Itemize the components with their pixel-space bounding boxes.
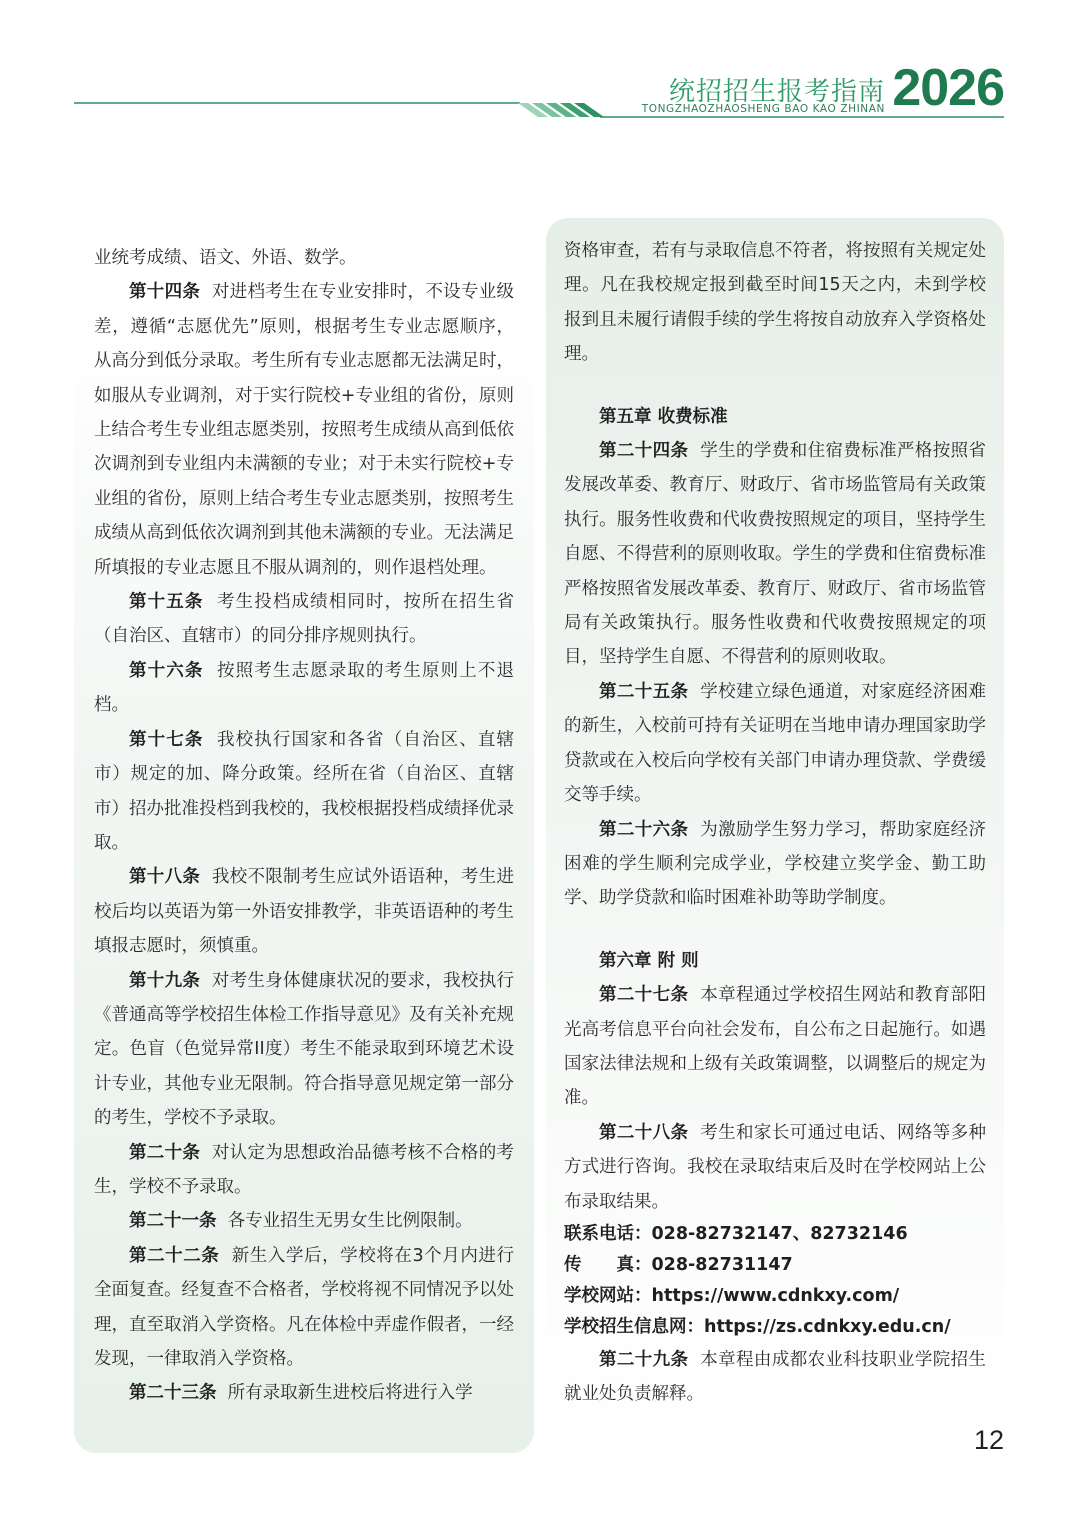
contact-value: 028-82732147、82732146 <box>651 1223 908 1244</box>
article-24 <box>564 434 986 675</box>
article-text: 学生的学费和住宿费标准严格按照省发展改革委、教育厅、财政厅、省市场监管局有关政策执行。服务性收费和代收费按照规定的项目，坚持学生自愿、不得营利的原则收取。学生的学费和住宿费标准严格按照省发展改革委、教育厅、财政厅、省市场监管局有关政策执行。服务性收费和代收费按照规定的项目，坚持学生自愿、不得营利的原则收取。 <box>564 441 986 668</box>
article-17 <box>94 723 514 861</box>
admissions-link[interactable]: https://zs.cdnkxy.edu.cn/ <box>704 1316 951 1337</box>
article-text: 对进档考生在专业安排时，不设专业级差，遵循“志愿优先”原则，根据考生专业志愿顺序，从高分到低分录取。考生所有专业志愿都无法满足时，如服从专业调剂，对于实行院校+专业组的省份，原则上结合考生专业组志愿类别，按照考生成绩从高到低依次调剂到专业组内未满额的专业；对于未实行院校+专业组的省份，原则上结合考生专业志愿类别，按照考生成绩从高到低依次调剂到其他未满额的专业。无法满足所填报的专业志愿且不服从调剂的，则作退档处理。 <box>94 282 514 578</box>
article-text: 按照考生志愿录取的考生原则上不退档。 <box>94 660 514 716</box>
article-28 <box>564 1116 986 1219</box>
article-label: 第十六条 <box>129 660 204 681</box>
paragraph-continuation: 业统考成绩、语文、外语、数学。 <box>94 248 357 268</box>
article-text: 我校不限制考生应试外语语种，考生进校后均以英语为第一外语安排教学，非英语语种的考生填报志愿时，须慎重。 <box>94 867 514 957</box>
article-text: 对考生身体健康状况的要求，我校执行《普通高等学校招生体检工作指导意见》及有关补充规定。色盲（色觉异常II度）考生不能录取到环境艺术设计专业，其他专业无限制。符合指导意见规定第一部分的考生，学校不予录取。 <box>94 970 514 1129</box>
article-label: 第二十三条 <box>129 1383 217 1404</box>
header-year: 2026 <box>892 59 1004 117</box>
article-text: 本章程通过学校招生网站和教育部阳光高考信息平台向社会发布，自公布之日起施行。如遇国家法律法规和上级有关政策调整，以调整后的规定为准。 <box>564 985 986 1109</box>
article-label: 第十八条 <box>129 867 201 888</box>
article-18 <box>94 860 514 963</box>
article-14 <box>94 275 514 585</box>
chapter-title: 第六章 附 则 <box>599 950 699 971</box>
article-label: 第二十七条 <box>599 985 689 1006</box>
article-text: 考生投档成绩相同时，按所在招生省（自治区、直辖市）的同分排序规则执行。 <box>94 592 514 647</box>
article-label: 第十五条 <box>129 592 204 613</box>
chapter-title: 第五章 收费标准 <box>599 406 728 427</box>
article-15 <box>94 585 514 654</box>
article-label: 第二十八条 <box>599 1122 689 1143</box>
page-header <box>0 0 1080 130</box>
article-label: 第十七条 <box>129 729 204 750</box>
article-text: 新生入学后，学校将在3个月内进行全面复查。经复查不合格者，学校将视不同情况予以处理，直至取消入学资格。凡在体检中弄虚作假者，一经发现，一律取消入学资格。 <box>94 1245 514 1369</box>
article-22 <box>94 1239 514 1377</box>
contact-label: 传 真： <box>564 1254 652 1275</box>
paragraph-continuation: 资格审查，若有与录取信息不符者，将按照有关规定处理。凡在我校规定报到截至时间15天之内，未到学校报到且未履行请假手续的学生将按自动放弃入学资格处理。 <box>564 241 986 365</box>
article-label: 第二十条 <box>129 1142 201 1163</box>
article-label: 第二十六条 <box>599 819 689 840</box>
right-column <box>546 218 1004 1430</box>
article-label: 第二十五条 <box>599 681 689 702</box>
left-column <box>74 225 534 1453</box>
article-label: 第二十四条 <box>599 441 689 462</box>
article-29 <box>564 1343 986 1412</box>
article-27 <box>564 978 986 1116</box>
header-pinyin: TONGZHAOZHAOSHENG BAO KAO ZHINAN <box>641 103 885 115</box>
article-20 <box>94 1136 514 1205</box>
article-text: 学校建立绿色通道，对家庭经济困难的新生，入校前可持有关证明在当地申请办理国家助学贷款或在入校后向学校有关部门申请办理贷款、学费缓交等手续。 <box>564 681 986 806</box>
article-text: 为激励学生努力学习，帮助家庭经济困难的学生顺利完成学业，学校建立奖学金、勤工助学、助学贷款和临时困难补助等助学制度。 <box>564 819 986 909</box>
article-19 <box>94 964 514 1136</box>
article-label: 第十四条 <box>129 282 201 303</box>
contact-phone <box>564 1219 986 1250</box>
article-text: 本章程由成都农业科技职业学院招生就业处负责解释。 <box>564 1349 986 1405</box>
article-25 <box>564 675 986 813</box>
contact-label: 学校招生信息网： <box>564 1316 704 1337</box>
article-21 <box>94 1204 514 1238</box>
article-text: 考生和家长可通过电话、网络等多种方式进行咨询。我校在录取结束后及时在学校网站上公布录取结果。 <box>564 1122 986 1212</box>
contact-value: 028-82731147 <box>651 1254 793 1275</box>
contact-fax <box>564 1250 986 1281</box>
article-label: 第二十一条 <box>129 1211 217 1232</box>
article-23 <box>94 1376 514 1410</box>
article-text: 各专业招生无男女生比例限制。 <box>227 1211 473 1232</box>
contact-label: 联系电话： <box>564 1223 652 1244</box>
article-label: 第二十二条 <box>129 1245 220 1266</box>
contact-label: 学校网站： <box>564 1285 652 1306</box>
article-text: 所有录取新生进校后将进行入学 <box>227 1383 473 1404</box>
article-text: 对认定为思想政治品德考核不合格的考生，学校不予录取。 <box>94 1142 514 1197</box>
article-label: 第二十九条 <box>599 1349 689 1370</box>
page-number: 12 <box>973 1425 1004 1455</box>
article-26 <box>564 813 986 916</box>
website-link[interactable]: https://www.cdnkxy.com/ <box>651 1285 900 1306</box>
article-text: 我校执行国家和各省（自治区、直辖市）规定的加、降分政策。经所在省（自治区、直辖市）招办批准投档到我校的，我校根据投档成绩择优录取。 <box>94 729 514 853</box>
header-title: 统招招生报考指南 <box>668 77 885 107</box>
contact-admissions-site <box>564 1312 986 1343</box>
article-16 <box>94 654 514 723</box>
article-label: 第十九条 <box>129 970 201 991</box>
contact-website <box>564 1281 986 1312</box>
